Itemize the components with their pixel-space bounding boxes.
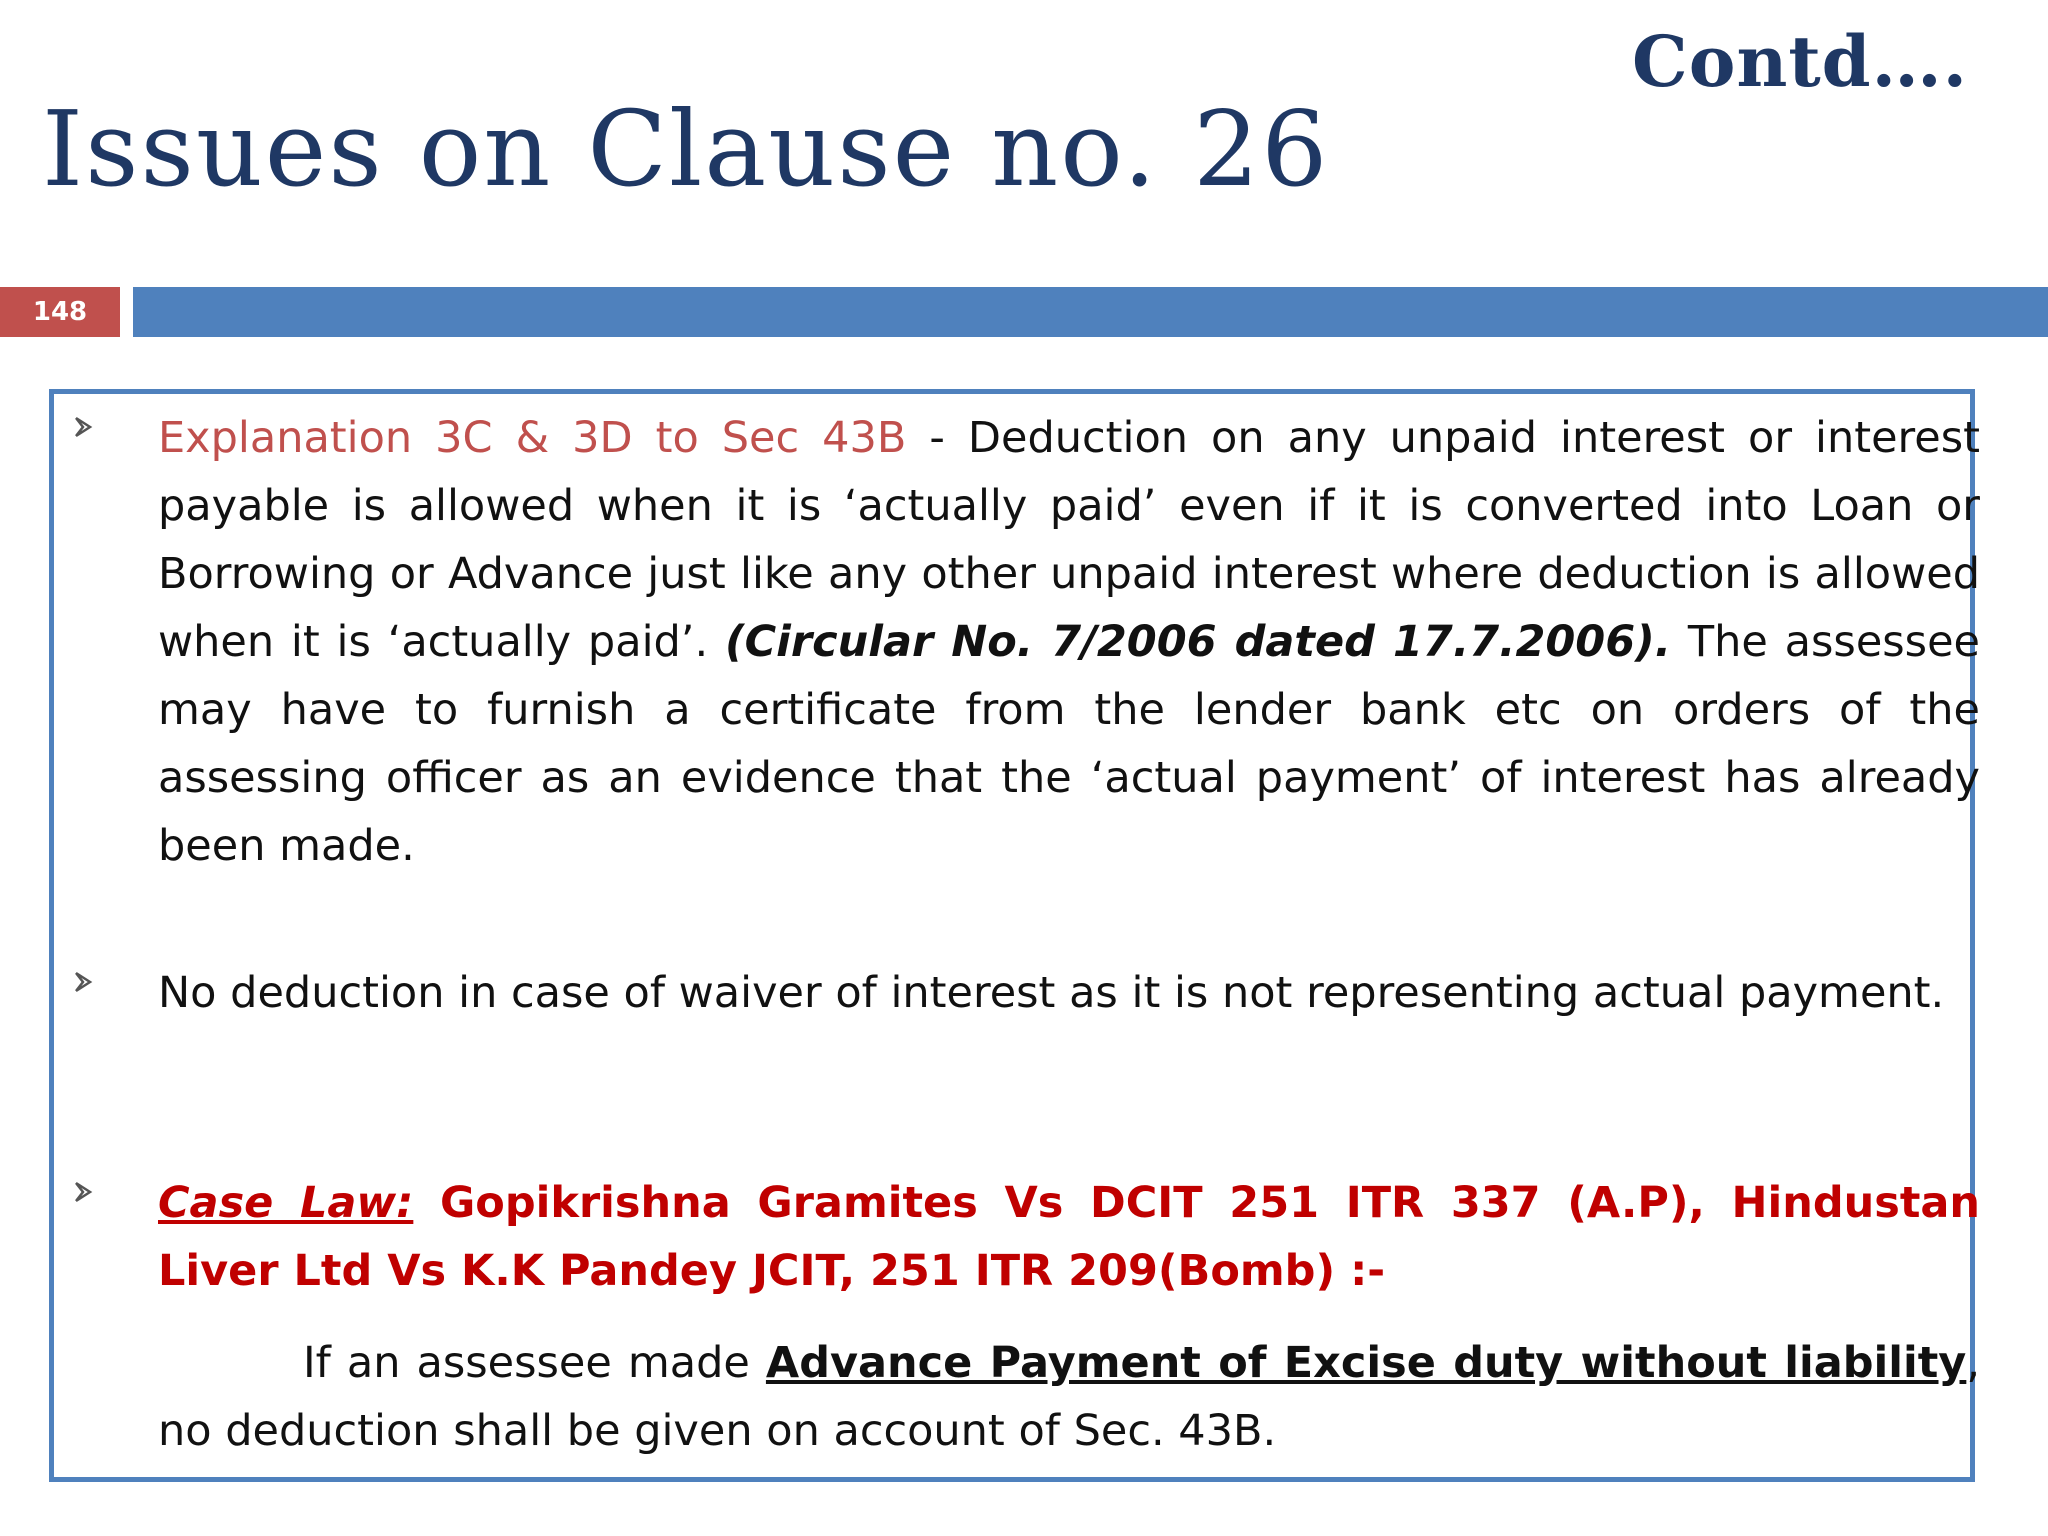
bullet-item-case-law — [74, 1169, 1980, 1305]
slide-title: Issues on Clause no. 26 — [42, 88, 1330, 210]
circular-reference: (Circular No. 7/2006 dated 17.7.2006). — [724, 617, 1672, 667]
arrow-bullet-icon — [74, 967, 104, 1000]
bullet-text: The assessee may have to furnish a certificate from the lender bank etc on orders of the assessing officer as an evidence that the ‘actual payment’ of interest has already been made. — [158, 617, 1980, 871]
arrow-bullet-icon — [74, 1177, 104, 1210]
bullet-paragraph: No deduction in case of waiver of interest as it is not representing actual payment. — [158, 968, 1945, 1018]
case-law-label: Case Law: — [158, 1178, 414, 1228]
bullet-item-waiver — [74, 959, 1944, 1027]
case-law-citation: Gopikrishna Gramites Vs DCIT 251 ITR 337 (A.P), Hindustan Liver Ltd Vs K.K Pandey JCIT, 251 ITR 209(Bomb) :- — [158, 1178, 1980, 1296]
explanation-reference: Explanation 3C & 3D to Sec 43B — [158, 413, 907, 463]
contd-label: Contd…. — [1632, 20, 1968, 103]
content-box — [49, 389, 1980, 1482]
explanation-text: , no deduction shall be given on account of Sec. 43B. — [158, 1338, 1980, 1456]
bullet-paragraph — [158, 1169, 1980, 1305]
slide-number-badge: 148 — [0, 287, 120, 337]
header-bar — [133, 287, 2048, 337]
arrow-bullet-icon — [74, 412, 104, 445]
advance-payment-emphasis: Advance Payment of Excise duty without liability — [765, 1338, 1967, 1388]
case-law-explanation — [158, 1329, 1980, 1465]
bullet-paragraph — [158, 404, 1980, 880]
explanation-text: If an assessee made — [303, 1338, 766, 1388]
bullet-text: - Deduction on any unpaid interest or interest payable is allowed when it is ‘actually paid’ even if it is converted into Loan or Borrowing or Advance just like any other unpaid interest where deduction is allowed when it is ‘actually paid’. — [158, 413, 1980, 667]
bullet-item-explanation — [74, 404, 1980, 880]
